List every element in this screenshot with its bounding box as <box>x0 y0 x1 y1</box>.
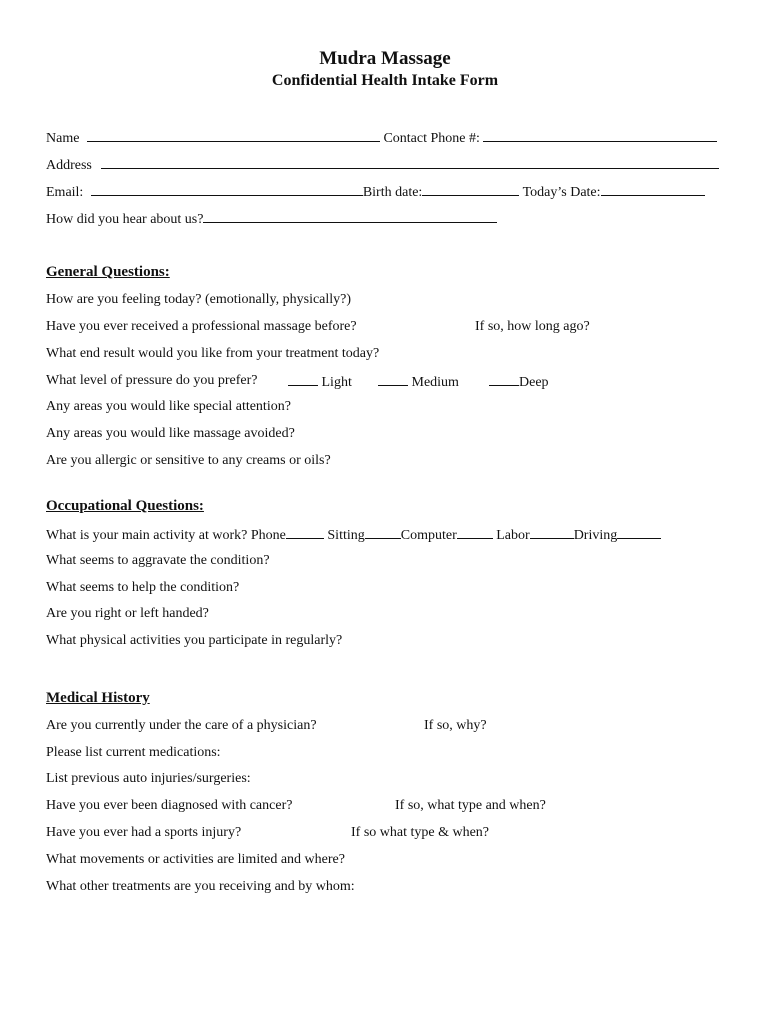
medical-q5-followup: If so what type & when? <box>351 825 490 840</box>
occupational-questions-heading: Occupational Questions: <box>46 498 204 514</box>
general-q3: What end result would you like from your treatment today? <box>46 346 380 361</box>
activity-computer-blank[interactable] <box>457 525 493 539</box>
general-q2: Have you ever received a professional massage before? <box>46 319 357 334</box>
general-q7: Are you allergic or sensitive to any creams or oils? <box>46 453 331 468</box>
pressure-medium-label: Medium <box>411 375 459 390</box>
birth-date-label: Birth date: <box>362 185 423 200</box>
activity-driving-label: Driving <box>573 528 618 543</box>
referral-label: How did you hear about us? <box>46 212 204 227</box>
occupational-q2: What seems to aggravate the condition? <box>46 553 270 568</box>
pressure-deep-option[interactable] <box>489 372 549 392</box>
general-questions-heading: General Questions: <box>46 264 170 280</box>
occupational-q4: Are you right or left handed? <box>46 606 209 621</box>
address-field[interactable] <box>101 155 719 169</box>
pressure-deep-label: Deep <box>519 375 549 390</box>
medical-q1-followup: If so, why? <box>424 718 487 733</box>
activity-driving-blank[interactable] <box>617 525 661 539</box>
medical-q3: List previous auto injuries/surgeries: <box>46 771 251 786</box>
general-q1: How are you feeling today? (emotionally, physically?) <box>46 292 352 307</box>
today-date-field[interactable] <box>601 182 705 196</box>
general-q5: Any areas you would like special attention? <box>46 399 291 414</box>
medical-q6: What movements or activities are limited and where? <box>46 852 345 867</box>
email-label: Email: <box>46 185 84 200</box>
medical-q5: Have you ever had a sports injury? <box>46 825 242 840</box>
phone-field[interactable] <box>483 128 717 142</box>
medical-q4: Have you ever been diagnosed with cancer? <box>46 798 293 813</box>
address-label: Address <box>46 158 92 173</box>
name-label: Name <box>46 131 80 146</box>
occupational-q1: What is your main activity at work? <box>46 528 248 543</box>
occupational-q3: What seems to help the condition? <box>46 580 240 595</box>
form-title: Mudra Massage <box>319 48 451 69</box>
general-q6: Any areas you would like massage avoided? <box>46 426 295 441</box>
activity-sitting-label: Sitting <box>327 528 365 543</box>
medical-q7: What other treatments are you receiving and by whom: <box>46 879 355 894</box>
phone-label: Contact Phone #: <box>383 131 480 146</box>
name-row <box>46 128 717 148</box>
pressure-medium-option[interactable] <box>378 372 459 392</box>
activity-phone-label: Phone <box>250 528 286 543</box>
general-q2-followup: If so, how long ago? <box>475 319 590 334</box>
activity-phone-blank[interactable] <box>286 525 324 539</box>
activity-sitting-blank[interactable] <box>365 525 401 539</box>
birth-date-field[interactable] <box>422 182 519 196</box>
general-q4: What level of pressure do you prefer? <box>46 373 258 388</box>
referral-field[interactable] <box>203 209 497 223</box>
address-row <box>46 155 719 175</box>
referral-row <box>46 209 497 229</box>
pressure-light-option[interactable] <box>288 372 352 392</box>
activity-labor-blank[interactable] <box>530 525 574 539</box>
email-row <box>46 182 705 202</box>
form-subtitle: Confidential Health Intake Form <box>271 72 499 89</box>
pressure-medium-blank[interactable] <box>378 372 408 386</box>
email-field[interactable] <box>91 182 363 196</box>
activity-computer-label: Computer <box>400 528 457 543</box>
occupational-q5: What physical activities you participate in regularly? <box>46 633 343 648</box>
today-date-label: Today’s Date: <box>522 185 601 200</box>
medical-q1: Are you currently under the care of a physician? <box>46 718 317 733</box>
pressure-light-blank[interactable] <box>288 372 318 386</box>
medical-q4-followup: If so, what type and when? <box>395 798 546 813</box>
medical-q2: Please list current medications: <box>46 745 221 760</box>
pressure-deep-blank[interactable] <box>489 372 519 386</box>
occupational-q1-row <box>46 525 661 545</box>
name-field[interactable] <box>87 128 380 142</box>
pressure-light-label: Light <box>321 375 352 390</box>
activity-labor-label: Labor <box>496 528 530 543</box>
medical-history-heading: Medical History <box>46 690 150 706</box>
